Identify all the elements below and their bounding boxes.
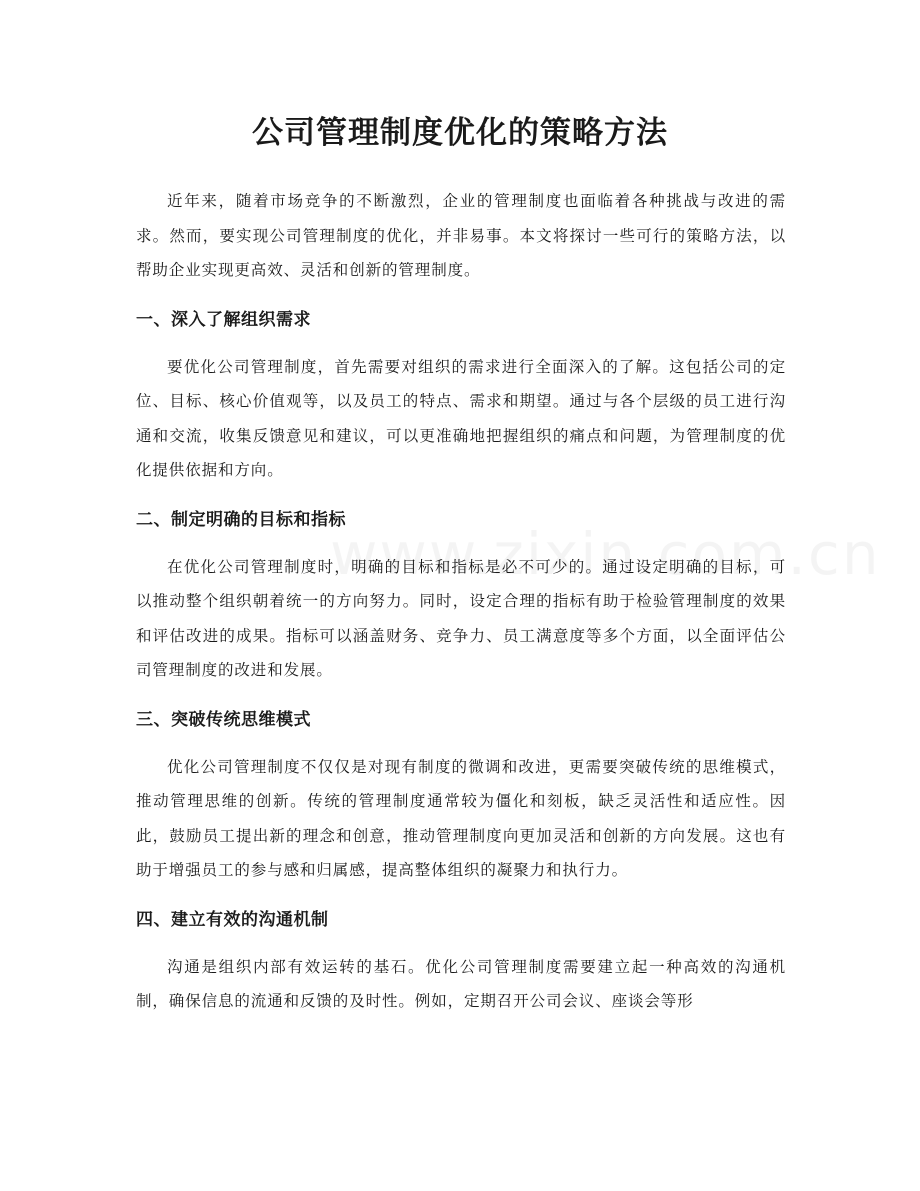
section-body-1: 要优化公司管理制度，首先需要对组织的需求进行全面深入的了解。这包括公司的定位、目标、核心价值观等，以及员工的特点、需求和期望。通过与各个层级的员工进行沟通和交流，收集反馈意见和建议，可以更准确地把握组织的痛点和问题，为管理制度的优化提供依据和方向。 bbox=[136, 357, 786, 479]
section-body-4: 沟通是组织内部有效运转的基石。优化公司管理制度需要建立起一种高效的沟通机制，确保信息的流通和反馈的及时性。例如，定期召开公司会议、座谈会等形 bbox=[136, 957, 786, 1010]
section-body-3: 优化公司管理制度不仅仅是对现有制度的微调和改进，更需要突破传统的思维模式，推动管理思维的创新。传统的管理制度通常较为僵化和刻板，缺乏灵活性和适应性。因此，鼓励员工提出新的理念和创意，推动管理制度向更加灵活和创新的方向发展。这也有助于增强员工的参与感和归属感，提高整体组织的凝聚力和执行力。 bbox=[136, 757, 786, 879]
document-title: 公司管理制度优化的策略方法 bbox=[252, 115, 668, 151]
section-heading-2: 二、制定明确的目标和指标 bbox=[136, 509, 346, 530]
section-heading-4: 四、建立有效的沟通机制 bbox=[136, 909, 329, 930]
section-heading-3: 三、突破传统思维模式 bbox=[136, 709, 311, 730]
document-body bbox=[136, 184, 786, 1019]
section-body-2: 在优化公司管理制度时，明确的目标和指标是必不可少的。通过设定明确的目标，可以推动整个组织朝着统一的方向努力。同时，设定合理的指标有助于检验管理制度的效果和评估改进的成果。指标可以涵盖财务、竞争力、员工满意度等多个方面，以全面评估公司管理制度的改进和发展。 bbox=[136, 557, 786, 679]
intro-paragraph: 近年来，随着市场竞争的不断激烈，企业的管理制度也面临着各种挑战与改进的需求。然而，要实现公司管理制度的优化，并非易事。本文将探讨一些可行的策略方法，以帮助企业实现更高效、灵活和创新的管理制度。 bbox=[136, 192, 786, 279]
section-heading-1: 一、深入了解组织需求 bbox=[136, 309, 311, 330]
